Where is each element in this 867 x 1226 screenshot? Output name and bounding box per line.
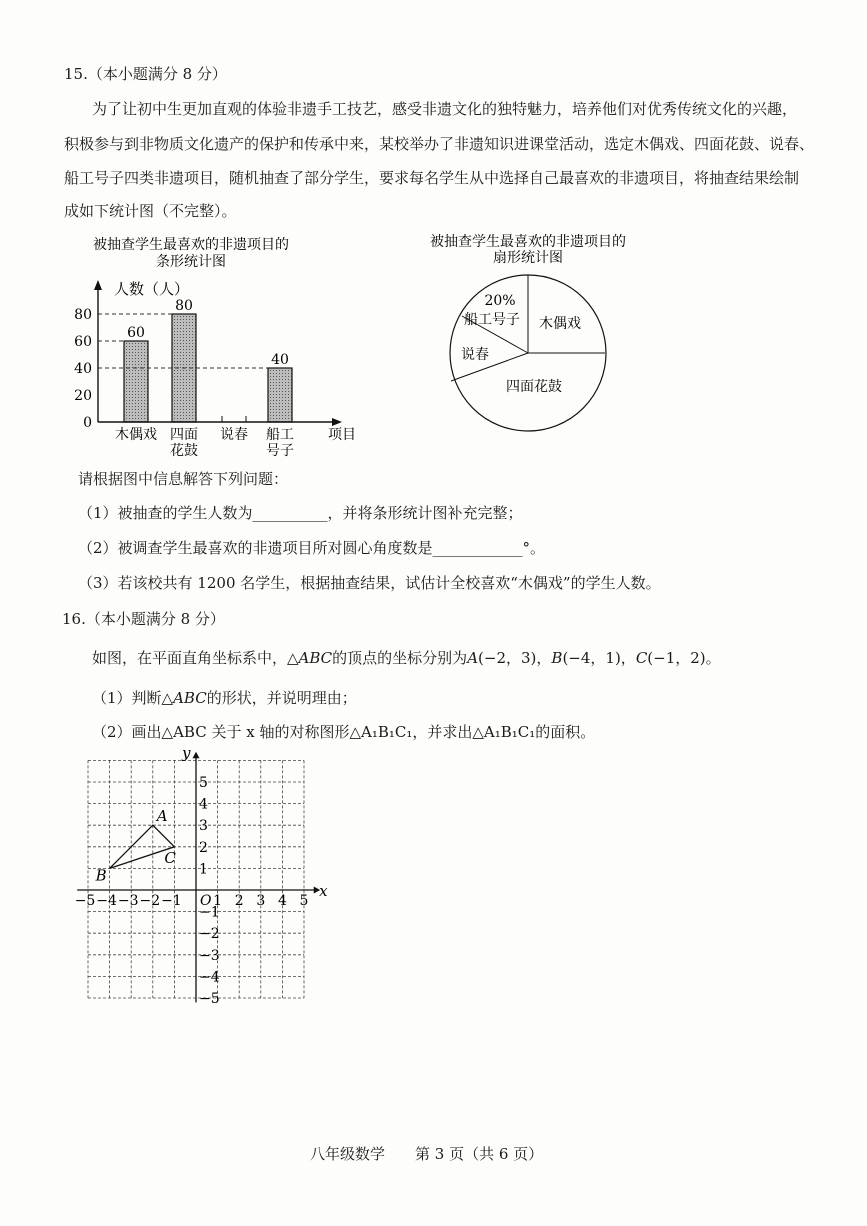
x-tick-label: −4 [96, 893, 117, 909]
y-axis-arrow [193, 752, 200, 758]
x-category-label-2: 四面 [170, 427, 198, 443]
y-axis-arrow [94, 280, 102, 290]
pie-slice-label-2: 四面花鼓 [506, 379, 562, 395]
x-tick-label: 4 [277, 893, 287, 909]
x-tick-label: 1 [213, 893, 223, 909]
bar-data-label-4: 40 [271, 352, 289, 368]
x-category-label-2: 花鼓 [170, 443, 198, 459]
q16-header: 16.（本小题满分 8 分） [62, 610, 225, 628]
q16-sub1: （1）判断△ABC的形状，并说明理由； [92, 689, 357, 707]
y-tick-label: 0 [83, 415, 92, 431]
x-category-label-3: 说春 [220, 427, 248, 443]
pie-slice-value-4: 20% [484, 293, 516, 309]
y-tick-label: −3 [199, 947, 220, 964]
point-label-a: A [156, 807, 168, 826]
bar-1 [124, 341, 148, 422]
x-category-label-4: 号子 [266, 443, 294, 459]
y-tick-label: −2 [199, 926, 220, 943]
x-tick-label: −3 [117, 893, 139, 909]
q15-sub1: （1）被抽查的学生人数为__________，并将条形统计图补充完整； [78, 504, 523, 522]
bar-chart-title-line1: 被抽查学生最喜欢的非遗项目的 [93, 237, 289, 253]
y-tick-label: 4 [199, 796, 208, 813]
pie-slice-label-3: 说春 [461, 347, 489, 363]
x-tick-label: −2 [139, 893, 161, 909]
y-tick-label: −4 [199, 969, 220, 986]
x-tick-label: 3 [256, 893, 266, 909]
coordinate-grid [74, 744, 346, 1020]
origin-label: O [200, 893, 212, 909]
x-tick-label: 5 [299, 893, 309, 909]
x-axis-arrow [332, 418, 342, 426]
bar-4 [268, 368, 292, 422]
pie-slice-label-1: 木偶戏 [539, 316, 581, 332]
y-axis-label: y [182, 744, 191, 763]
y-tick-label: 5 [199, 775, 208, 791]
point-label-b: B [95, 866, 107, 885]
q16-intro: 如图，在平面直角坐标系中，△ABC的顶点的坐标分别为A(−2，3)，B(−4，1)，C(−1，2)。 [92, 649, 721, 667]
y-tick-label: 1 [199, 861, 208, 878]
x-tick-label: 2 [234, 893, 244, 909]
q15-sub3: （3）若该校共有 1200 名学生，根据抽查结果，试估计全校喜欢“木偶戏”的学生人数。 [78, 574, 661, 592]
q15-sub2: （2）被调查学生最喜欢的非遗项目所对圆心角度数是____________°。 [78, 539, 546, 557]
bar-data-label-2: 80 [175, 298, 193, 314]
bar-chart-xlabel: 项目 [328, 427, 356, 443]
x-tick-label: −1 [161, 893, 182, 909]
page-footer: 八年级数学 第 3 页（共 6 页） [310, 1145, 544, 1163]
q15-prompt: 请根据图中信息解答下列问题： [78, 470, 289, 488]
pie-chart [420, 230, 630, 460]
bar-chart [60, 232, 370, 462]
y-tick-label: 80 [74, 307, 92, 323]
q15-intro-line2: 积极参与到非物质文化遗产的保护和传承中来，某校举办了非遗知识进课堂活动，选定木偶戏、四面花鼓、说春、 [64, 135, 815, 153]
y-tick-label: 20 [74, 388, 92, 404]
y-tick-label: −5 [199, 991, 220, 1007]
q15-intro-line4: 成如下统计图（不完整）。 [64, 202, 237, 220]
y-tick-label: 60 [74, 334, 92, 350]
q15-intro-line1: 为了让初中生更加直观的体验非遗手工技艺，感受非遗文化的独特魅力，培养他们对优秀传统文化的兴趣， [92, 100, 798, 118]
y-tick-label: 40 [74, 361, 92, 377]
q15-header: 15.（本小题满分 8 分） [64, 65, 227, 83]
x-category-label-1: 木偶戏 [115, 427, 157, 443]
point-label-c: C [164, 848, 176, 867]
q15-intro-line3: 船工号子四类非遗项目，随机抽查了部分学生，要求每名学生从中选择自己最喜欢的非遗项目，将抽查结果绘制 [64, 169, 800, 187]
x-tick-label: −5 [74, 893, 96, 909]
bar-data-label-1: 60 [127, 325, 145, 341]
y-tick-label: −1 [199, 904, 220, 921]
x-category-label-4: 船工 [266, 427, 294, 443]
pie-chart-title-line2: 扇形统计图 [493, 250, 563, 266]
bar-chart-ylabel: 人数（人） [114, 280, 190, 298]
pie-slice-label-4: 船工号子 [464, 312, 520, 328]
pie-chart-title-line1: 被抽查学生最喜欢的非遗项目的 [430, 234, 626, 250]
y-tick-label: 2 [199, 839, 208, 856]
y-tick-label: 3 [199, 818, 208, 835]
bar-chart-title-line2: 条形统计图 [156, 254, 226, 270]
x-axis-label: x [319, 882, 328, 900]
q16-sub2: （2）画出△ABC 关于 x 轴的对称图形△A₁B₁C₁，并求出△A₁B₁C₁的面积。 [92, 723, 596, 741]
